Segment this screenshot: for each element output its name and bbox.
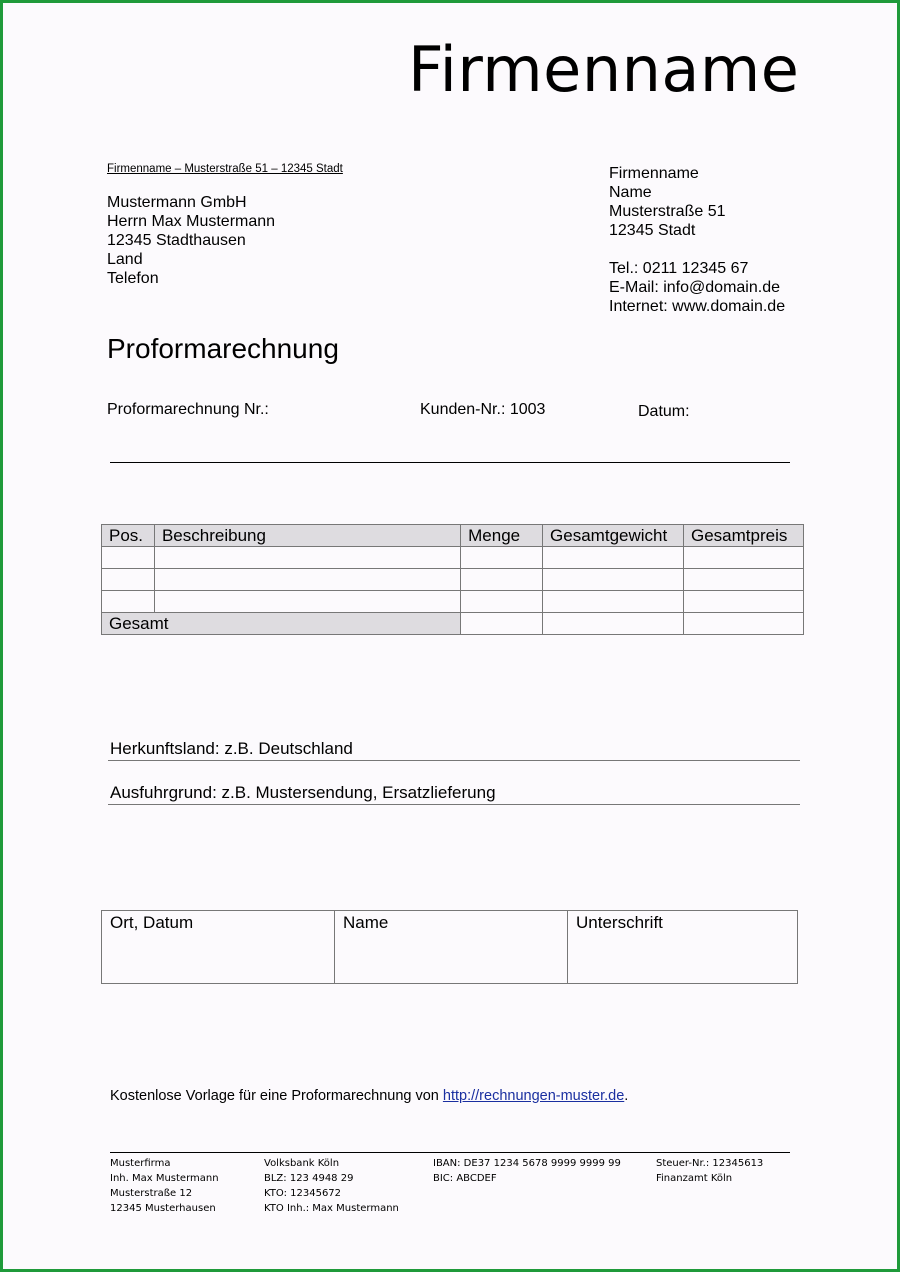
customer-number-label: Kunden-Nr.: 1003 xyxy=(420,401,546,418)
sender-street: Musterstraße 51 xyxy=(609,203,726,220)
column-header-quantity: Menge xyxy=(461,525,543,547)
footer-line: Finanzamt Köln xyxy=(656,1173,733,1184)
items-header-row xyxy=(102,525,804,547)
template-link[interactable]: http://rechnungen-muster.de xyxy=(442,1088,625,1104)
footer-divider xyxy=(110,1152,790,1153)
total-quantity-cell[interactable] xyxy=(461,613,543,635)
sender-address xyxy=(609,164,785,316)
footer-line: KTO: 12345672 xyxy=(264,1188,342,1199)
table-cell[interactable] xyxy=(102,569,155,591)
column-header-price: Gesamtpreis xyxy=(684,525,804,547)
total-row xyxy=(102,613,804,635)
table-cell[interactable] xyxy=(461,547,543,569)
signature-table xyxy=(101,910,798,984)
divider-line xyxy=(110,462,790,463)
table-cell[interactable] xyxy=(154,569,460,591)
footer-iban xyxy=(433,1156,621,1186)
name-cell[interactable]: Name xyxy=(335,911,568,984)
footer-line: Volksbank Köln xyxy=(264,1158,340,1169)
table-row xyxy=(102,547,804,569)
total-price-cell[interactable] xyxy=(684,613,804,635)
table-cell[interactable] xyxy=(543,547,684,569)
recipient-company: Mustermann GmbH xyxy=(107,194,247,211)
note-text: Kostenlose Vorlage für eine Proformarechnung von xyxy=(110,1088,443,1104)
sender-email: E-Mail: info@domain.de xyxy=(609,279,780,296)
recipient-phone: Telefon xyxy=(107,270,159,287)
footer-line: Steuer-Nr.: 12345613 xyxy=(656,1158,764,1169)
table-cell[interactable] xyxy=(543,569,684,591)
document-title: Proformarechnung xyxy=(107,333,339,364)
recipient-person: Herrn Max Mustermann xyxy=(107,213,276,230)
date-label: Datum: xyxy=(638,403,690,420)
table-cell[interactable] xyxy=(102,547,155,569)
footer-line: IBAN: DE37 1234 5678 9999 9999 99 xyxy=(433,1158,621,1169)
sender-return-line: Firmenname – Musterstraße 51 – 12345 Stadt xyxy=(107,163,343,175)
column-header-pos: Pos. xyxy=(102,525,155,547)
table-cell[interactable] xyxy=(154,547,460,569)
table-cell[interactable] xyxy=(154,591,460,613)
note-suffix: . xyxy=(624,1088,629,1104)
company-title: Firmenname xyxy=(408,33,800,106)
footer-line: Musterstraße 12 xyxy=(110,1188,193,1199)
footer-line: 12345 Musterhausen xyxy=(110,1203,216,1214)
place-date-cell[interactable]: Ort, Datum xyxy=(102,911,335,984)
sender-company: Firmenname xyxy=(609,165,699,182)
table-row xyxy=(102,569,804,591)
column-header-description: Beschreibung xyxy=(154,525,460,547)
total-weight-cell[interactable] xyxy=(543,613,684,635)
invoice-number-label: Proformarechnung Nr.: xyxy=(107,401,269,418)
footer-line: KTO Inh.: Max Mustermann xyxy=(264,1203,399,1214)
table-cell[interactable] xyxy=(543,591,684,613)
table-cell[interactable] xyxy=(684,569,804,591)
sender-city: 12345 Stadt xyxy=(609,222,696,239)
table-cell[interactable] xyxy=(684,591,804,613)
origin-country-field[interactable]: Herkunftsland: z.B. Deutschland xyxy=(108,739,800,761)
sender-name: Name xyxy=(609,184,652,201)
table-cell[interactable] xyxy=(102,591,155,613)
footer-bank xyxy=(264,1156,399,1216)
total-label: Gesamt xyxy=(102,613,461,635)
export-reason-field[interactable]: Ausfuhrgrund: z.B. Mustersendung, Ersatzlieferung xyxy=(108,783,800,805)
footer-line: BLZ: 123 4948 29 xyxy=(264,1173,354,1184)
table-cell[interactable] xyxy=(684,547,804,569)
footer-line: Musterfirma xyxy=(110,1158,171,1169)
template-note xyxy=(110,1088,628,1104)
recipient-address xyxy=(107,193,275,288)
footer-line: BIC: ABCDEF xyxy=(433,1173,497,1184)
sender-website: Internet: www.domain.de xyxy=(609,298,786,315)
items-table xyxy=(101,524,804,635)
recipient-country: Land xyxy=(107,251,143,268)
table-cell[interactable] xyxy=(461,569,543,591)
recipient-city: 12345 Stadthausen xyxy=(107,232,246,249)
signature-cell[interactable]: Unterschrift xyxy=(568,911,798,984)
column-header-weight: Gesamtgewicht xyxy=(543,525,684,547)
footer-company xyxy=(110,1156,219,1216)
sender-phone: Tel.: 0211 12345 67 xyxy=(609,260,749,277)
table-row xyxy=(102,591,804,613)
footer-line: Inh. Max Mustermann xyxy=(110,1173,219,1184)
table-cell[interactable] xyxy=(461,591,543,613)
footer-tax xyxy=(656,1156,763,1186)
spacer xyxy=(609,240,785,259)
